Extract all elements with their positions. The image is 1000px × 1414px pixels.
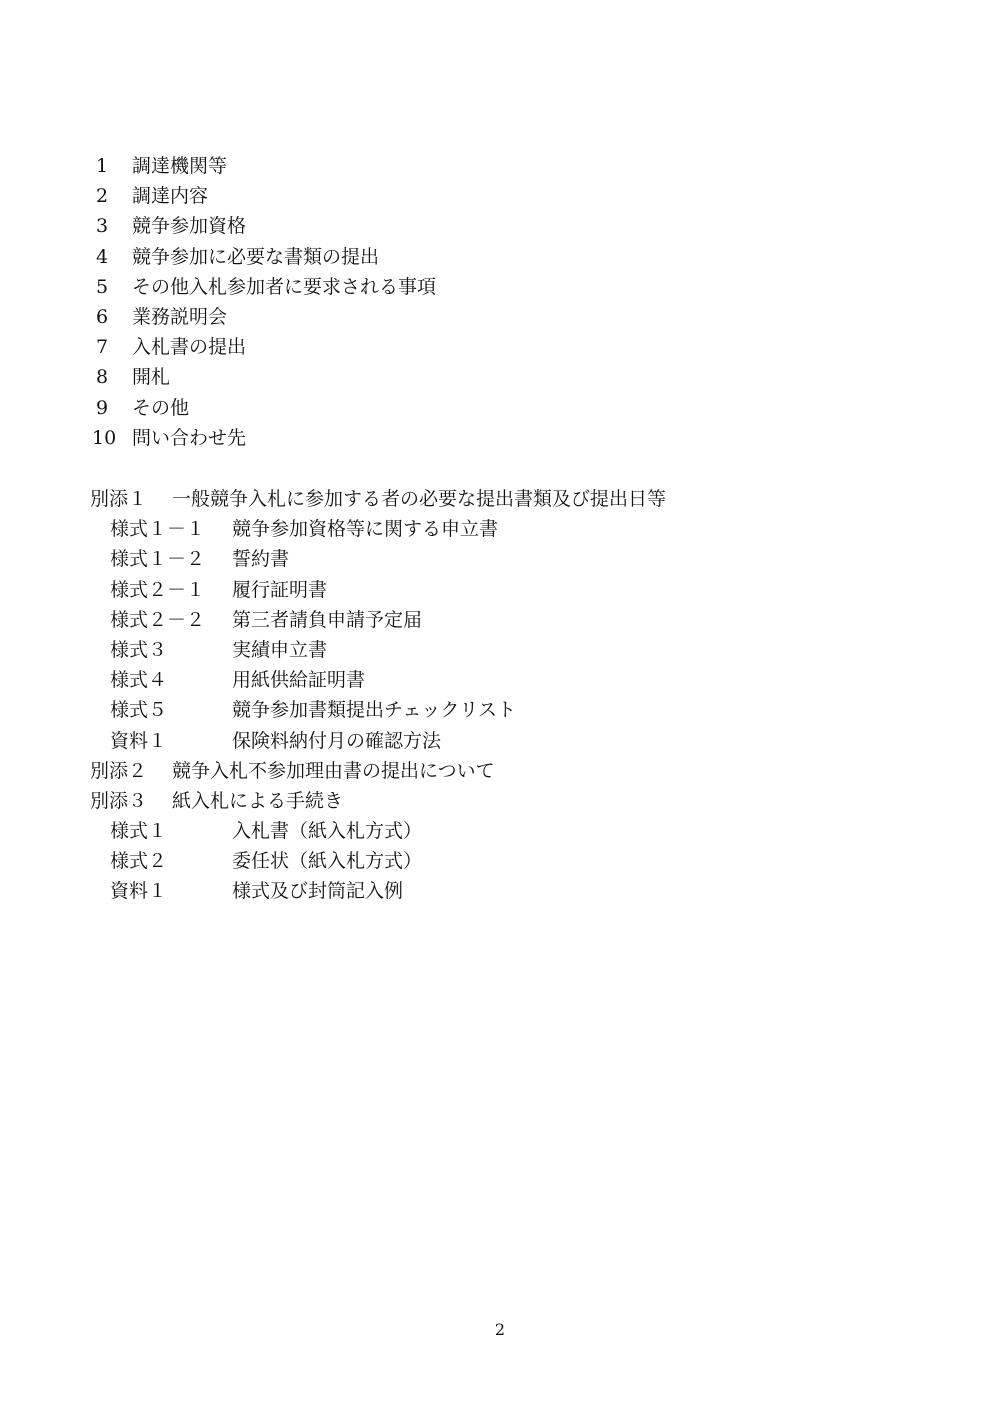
page-number: 2: [494, 1320, 506, 1339]
toc-title: その他入札参加者に要求される事項: [132, 275, 437, 298]
form-item: [90, 846, 666, 876]
form-item: [90, 876, 666, 906]
toc-number: 8: [96, 366, 109, 389]
annex-label: 別添３: [90, 789, 148, 812]
toc-number: 4: [96, 245, 109, 268]
annex-list: [90, 484, 666, 907]
toc-title: 競争参加に必要な書類の提出: [132, 245, 380, 268]
form-item: [90, 816, 666, 846]
toc-number: 5: [96, 275, 109, 298]
form-label: 様式２－２: [110, 608, 206, 631]
form-item: [90, 575, 666, 605]
toc-number: 10: [92, 426, 117, 449]
toc-title: 業務説明会: [132, 305, 228, 328]
toc-number: 2: [96, 185, 109, 208]
toc-title: 問い合わせ先: [132, 426, 247, 449]
toc-item: [92, 242, 436, 272]
toc-title: 調達機関等: [132, 155, 228, 177]
toc-title: 入札書の提出: [132, 336, 247, 359]
toc-item: [92, 302, 436, 332]
toc-number: 6: [96, 305, 109, 328]
toc-number: 1: [96, 155, 109, 177]
form-title: 用紙供給証明書: [232, 669, 366, 692]
form-label: 資料１: [110, 880, 168, 903]
form-title: 誓約書: [232, 548, 290, 571]
annex-label: 別添２: [90, 759, 148, 782]
form-label: 様式４: [110, 669, 168, 692]
annex-title: 紙入札による手続き: [172, 789, 344, 812]
toc-item: [92, 151, 436, 181]
toc-title: 開札: [132, 366, 171, 389]
form-title: 委任状（紙入札方式）: [232, 850, 423, 873]
form-title: 競争参加資格等に関する申立書: [232, 518, 499, 541]
annex-title: 一般競争入札に参加する者の必要な提出書類及び提出日等: [172, 488, 667, 510]
form-label: 様式３: [110, 638, 168, 661]
form-title: 第三者請負申請予定届: [232, 608, 423, 631]
toc-item: [92, 362, 436, 392]
toc-item: [92, 272, 436, 302]
toc-item: [92, 181, 436, 211]
annex-2-heading: [90, 756, 666, 786]
toc-title: 競争参加資格: [132, 215, 247, 238]
toc-number: 9: [96, 396, 109, 419]
form-title: 履行証明書: [232, 578, 328, 601]
form-title: 様式及び封筒記入例: [232, 880, 404, 903]
form-label: 様式１: [110, 820, 168, 843]
annex-1-heading: [90, 484, 666, 514]
toc-item: [92, 332, 436, 362]
toc-number: 3: [96, 215, 109, 238]
form-title: 入札書（紙入札方式）: [232, 820, 423, 843]
form-label: 様式１－２: [110, 548, 206, 571]
form-label: 様式５: [110, 699, 168, 722]
form-label: 様式２: [110, 850, 168, 873]
annex-3-heading: [90, 786, 666, 816]
form-item: [90, 544, 666, 574]
form-item: [90, 635, 666, 665]
form-label: 様式２－１: [110, 578, 206, 601]
toc-item: [92, 393, 436, 423]
form-title: 競争参加書類提出チェックリスト: [232, 699, 517, 722]
toc-item: [92, 211, 436, 241]
annex-title: 競争入札不参加理由書の提出について: [172, 759, 495, 782]
form-item: [90, 695, 666, 725]
form-item: [90, 605, 666, 635]
form-title: 保険料納付月の確認方法: [232, 729, 442, 752]
form-title: 実績申立書: [232, 638, 328, 661]
form-label: 様式１－１: [110, 518, 206, 541]
toc-title: その他: [132, 396, 190, 419]
annex-label: 別添１: [90, 488, 148, 510]
form-item: [90, 726, 666, 756]
form-item: [90, 514, 666, 544]
toc-title: 調達内容: [132, 185, 209, 208]
form-item: [90, 665, 666, 695]
toc-item: [92, 423, 436, 453]
table-of-contents: [92, 151, 436, 453]
toc-number: 7: [96, 336, 109, 359]
form-label: 資料１: [110, 729, 168, 752]
